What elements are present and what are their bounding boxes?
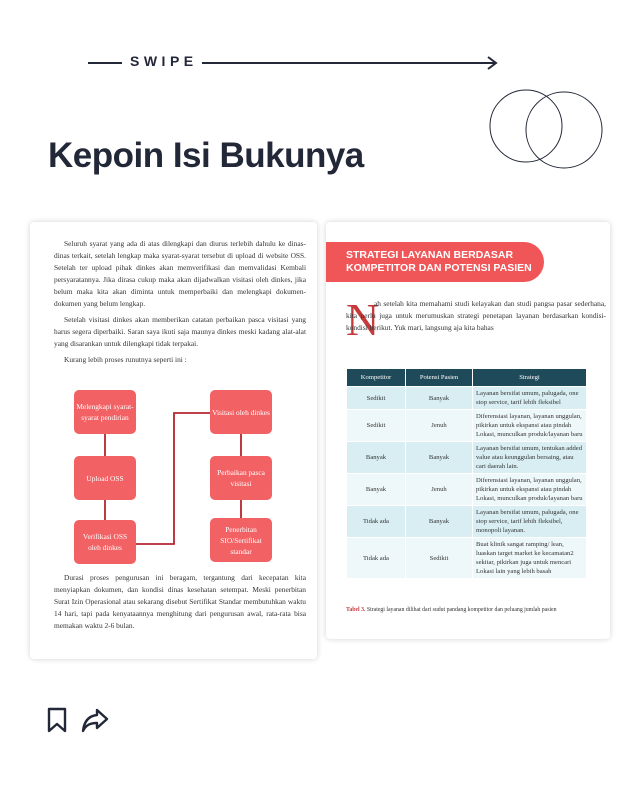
cell-potensi: Jenuh [406, 474, 473, 506]
header-strategi: Strategi [473, 369, 587, 387]
cell-strategi: Layanan bersifat umum, palugada, one stop service, tarif lebih fleksibel, monopoli layanan. [473, 506, 587, 538]
dropcap: N [346, 294, 380, 345]
flow-step-5: Perbaikan pasca visitasi [210, 456, 272, 500]
left-paragraph-4: Durasi proses pengurusan ini beragam, tergantung dari kecepatan kita menyiapkan dokumen, dan kondisi dinas kesehatan setempat. Meski penerbitan Surat Izin Operasional atau sekarang disebut Sertifikat Standar membutuhkan waktu 14 hari, tapi pada kenyataannya menghitung dari pengurusan awal, rata-rata bisa memakan waktu 2-6 bulan. [54, 573, 306, 630]
caption-label: Tabel 3. [346, 607, 366, 613]
flow-step-6: Penerbitan SIO/Sertifikat standar [210, 518, 272, 562]
cell-potensi: Banyak [406, 387, 473, 410]
swipe-indicator [88, 52, 500, 74]
cell-potensi: Banyak [406, 442, 473, 474]
table-row [347, 410, 587, 442]
cell-potensi: Sedikit [406, 538, 473, 579]
banner-line-2: KOMPETITOR DAN POTENSI PASIEN [346, 262, 532, 274]
book-page-right [326, 222, 610, 639]
decorative-circles-icon [484, 86, 614, 176]
cell-strategi: Layanan bersifat umum, tentukan added value atau keunggulan bersaing, atau cari daerah lain. [473, 442, 587, 474]
cell-potensi: Jenuh [406, 410, 473, 442]
caption-text: Strategi layanan dilihat dari sudut pandang kompetitor dan peluang jumlah pasien [366, 607, 557, 613]
flow-step-4: Visitasi oleh dinkes [210, 390, 272, 434]
cell-strategi: Diferensiasi layanan, layanan unggulan, pikirkan untuk ekspansi atau pindah Lokasi, munculkan produk/layanan baru [473, 474, 587, 506]
table-row [347, 538, 587, 579]
header-potensi: Potensi Pasien [406, 369, 473, 387]
flow-step-1: Melengkapi syarat-syarat pendirian [74, 390, 136, 434]
left-paragraph-3: Kurang lebih proses runutnya seperti ini : [64, 355, 187, 364]
cell-strategi: Diferensiasi layanan, layanan unggulan, pikirkan untuk ekspansi atau pindah Lokasi, munculkan produk/layanan baru [473, 410, 587, 442]
cell-strategi: Layanan bersifat umum, palugada, one stop service, tarif lebih fleksibel [473, 387, 587, 410]
swipe-label: SWIPE [130, 53, 198, 69]
cell-kompetitor: Banyak [347, 474, 406, 506]
flow-line-3-4 [136, 413, 210, 544]
table-header-row [347, 369, 587, 387]
swipe-arrow-icon [202, 55, 500, 71]
bookmark-icon[interactable] [44, 706, 70, 734]
table-row [347, 474, 587, 506]
flow-step-3: Verifikasi OSS oleh dinkes [74, 520, 136, 564]
cell-kompetitor: Tidak ada [347, 506, 406, 538]
cell-kompetitor: Tidak ada [347, 538, 406, 579]
table-row [347, 442, 587, 474]
page-title: Kepoin Isi Bukunya [48, 136, 364, 175]
swipe-line-left [88, 62, 122, 64]
left-paragraph-2: Setelah visitasi dinkes akan memberikan catatan perbaikan pasca visitasi yang harus segera diperbaiki. Saran saya ikuti saja maunya dinkes meski kadang alat-alat yang disarankan untuk dilengkapi tidak terpakai. [54, 315, 306, 348]
cell-kompetitor: Sedikit [347, 387, 406, 410]
banner-line-1: STRATEGI LAYANAN BERDASAR [346, 249, 514, 261]
table-row [347, 387, 587, 410]
share-icon[interactable] [80, 706, 110, 734]
intro-paragraph: ah setelah kita memahami studi kelayakan dan studi pangsa pasar sederhana, kita perlu juga untuk merumuskan strategi penetapan layanan berdasarkan kondisi-kondisi berikut. Yuk mari, langsung aja kita bahas [346, 299, 606, 332]
table-caption [346, 607, 557, 613]
header-kompetitor: Kompetitor [347, 369, 406, 387]
flow-step-2: Upload OSS [74, 456, 136, 500]
cell-kompetitor: Banyak [347, 442, 406, 474]
table-row [347, 506, 587, 538]
cell-kompetitor: Sedikit [347, 410, 406, 442]
strategy-table [346, 368, 587, 579]
section-banner [326, 242, 544, 282]
cell-potensi: Banyak [406, 506, 473, 538]
cell-strategi: Buat klinik sangat ramping/ lean, luaskan target market ke kecamatan2 sekitar, pikirkan juga untuk mencari Lokasi lain yang lebih basah [473, 538, 587, 579]
left-paragraph-1: Seluruh syarat yang ada di atas dilengkapi dan diurus terlebih dahulu ke dinas-dinas terkait, setelah lengkap maka syarat-syarat tersebut di upload di website OSS. Setelah ter upload pihak dinkes akan memverifikasi dan memvalidasi Kembali persyaratannya. Jika dirasa cukup maka akan dijadwalkan visitasi oleh dinkes, jika belum maka kita akan diminta untuk memperbaiki dan melengkapi dokumen-dokumen yang belum lengkap. [54, 239, 306, 308]
book-page-left [30, 222, 317, 659]
